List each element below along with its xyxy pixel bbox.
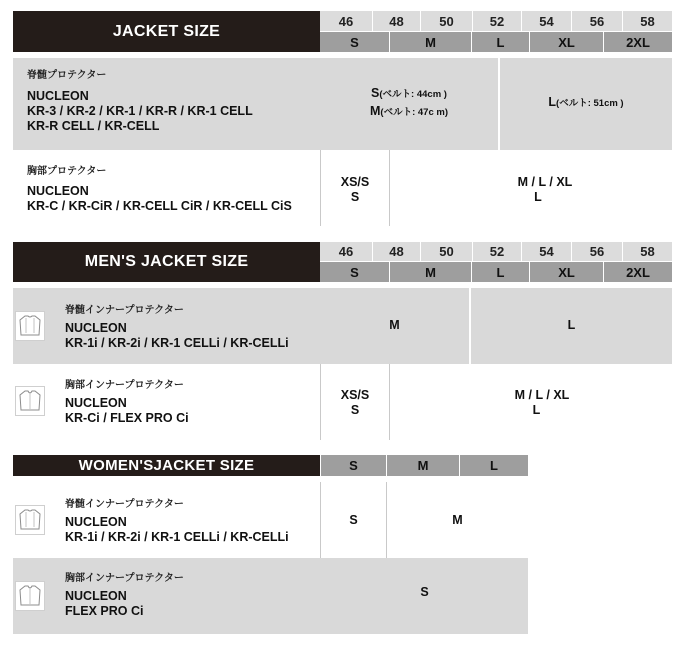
mens-number-58: 58 [623, 242, 672, 261]
jacket-inner-back-icon [15, 311, 45, 341]
jacket-chest-right-cell [390, 175, 698, 205]
mens-number-56: 56 [572, 242, 622, 261]
mens-chest-right-cell [390, 388, 694, 418]
jacket-number-58: 58 [623, 11, 672, 31]
jacket-spine-left-cell [320, 86, 498, 120]
models-line: KR-Ci / FLEX PRO Ci [65, 411, 189, 425]
mens-number-54: 54 [522, 242, 571, 261]
category-label: 胸部プロテクター [27, 166, 107, 177]
womens-row-spine-label [65, 499, 320, 545]
size-value: M [452, 513, 463, 527]
size-value: L [548, 95, 557, 109]
jacket-row-spine-label [27, 70, 317, 134]
jacket-size-xl: XL [530, 32, 603, 52]
models-line-1: KR-3 / KR-2 / KR-1 / KR-R / KR-1 CELL [27, 104, 253, 118]
jacket-inner-chest-icon [15, 386, 45, 416]
womens-row-chest-label [65, 573, 320, 619]
jacket-spine-right-cell [500, 95, 672, 111]
size-value: M [389, 318, 400, 332]
womens-spine-left-cell [321, 513, 386, 528]
jacket-number-48: 48 [373, 11, 420, 31]
size-value: L [567, 318, 576, 332]
brand-label: NUCLEON [65, 321, 127, 335]
womens-chest-cell [321, 585, 528, 600]
mens-row-spine-label [65, 305, 320, 351]
category-label: 脊髄プロテクター [27, 70, 107, 81]
size-value: M / L / XL [514, 388, 570, 402]
brand-label: NUCLEON [65, 396, 127, 410]
belt-note: (ベルト: 44cm ) [379, 89, 447, 100]
jacket-number-52: 52 [473, 11, 521, 31]
mens-size-2xl: 2XL [604, 262, 672, 282]
womens-size-s: S [321, 455, 386, 476]
jacket-number-54: 54 [522, 11, 571, 31]
size-value: M [370, 104, 381, 118]
jacket-number-56: 56 [572, 11, 622, 31]
size-value: L [532, 403, 541, 417]
womens-jacket-size-title: WOMEN'SJACKET SIZE [78, 457, 255, 474]
mens-jacket-size-title: MEN'S JACKET SIZE [84, 253, 249, 270]
size-value: S [349, 513, 358, 527]
category-label: 脊髄インナープロテクター [65, 499, 184, 510]
womens-size-m: M [387, 455, 459, 476]
mens-size-xl: XL [530, 262, 603, 282]
models-line: KR-1i / KR-2i / KR-1 CELLi / KR-CELLi [65, 530, 289, 544]
belt-note: (ベルト: 47c m) [380, 107, 448, 118]
models-line: FLEX PRO Ci [65, 604, 144, 618]
models-line: KR-C / KR-CiR / KR-CELL CiR / KR-CELL CiS [27, 199, 292, 213]
brand-label: NUCLEON [65, 589, 127, 603]
mens-jacket-size-header [13, 242, 320, 282]
mens-size-m: M [390, 262, 471, 282]
jacket-size-s: S [320, 32, 389, 52]
brand-label: NUCLEON [27, 89, 89, 103]
jacket-inner-chest-icon [15, 581, 45, 611]
jacket-size-title: JACKET SIZE [112, 22, 221, 40]
category-label: 胸部インナープロテクター [65, 380, 184, 391]
womens-size-l: L [460, 455, 528, 476]
mens-number-48: 48 [373, 242, 420, 261]
jacket-size-header [13, 11, 320, 52]
jacket-size-m: M [390, 32, 471, 52]
size-value: XS/S [340, 175, 370, 189]
size-value: XS/S [340, 388, 370, 402]
size-value: M / L / XL [517, 175, 573, 189]
womens-spine-right-cell [387, 513, 528, 528]
category-label: 脊髄インナープロテクター [65, 305, 184, 316]
mens-spine-right-cell [471, 318, 672, 333]
mens-size-l: L [472, 262, 529, 282]
jacket-number-46: 46 [320, 11, 372, 31]
womens-jacket-size-header [13, 455, 320, 476]
models-line: KR-1i / KR-2i / KR-1 CELLi / KR-CELLi [65, 336, 289, 350]
mens-spine-left-cell [320, 318, 469, 333]
size-value: S [420, 585, 429, 599]
brand-label: NUCLEON [27, 184, 89, 198]
size-value: L [534, 190, 542, 204]
jacket-inner-back-icon [15, 505, 45, 535]
mens-row-chest-label [65, 380, 320, 426]
size-value: S [350, 190, 360, 204]
size-value: S [371, 86, 380, 100]
mens-number-50: 50 [421, 242, 472, 261]
size-value: S [350, 403, 360, 417]
mens-number-46: 46 [320, 242, 372, 261]
jacket-size-2xl: 2XL [604, 32, 672, 52]
mens-size-s: S [320, 262, 389, 282]
jacket-row-chest-label [27, 166, 317, 214]
mens-number-52: 52 [473, 242, 521, 261]
brand-label: NUCLEON [65, 515, 127, 529]
jacket-number-50: 50 [421, 11, 472, 31]
jacket-size-l: L [472, 32, 529, 52]
category-label: 胸部インナープロテクター [65, 573, 184, 584]
belt-note: (ベルト: 51cm ) [556, 98, 624, 109]
models-line-2: KR-R CELL / KR-CELL [27, 119, 160, 133]
